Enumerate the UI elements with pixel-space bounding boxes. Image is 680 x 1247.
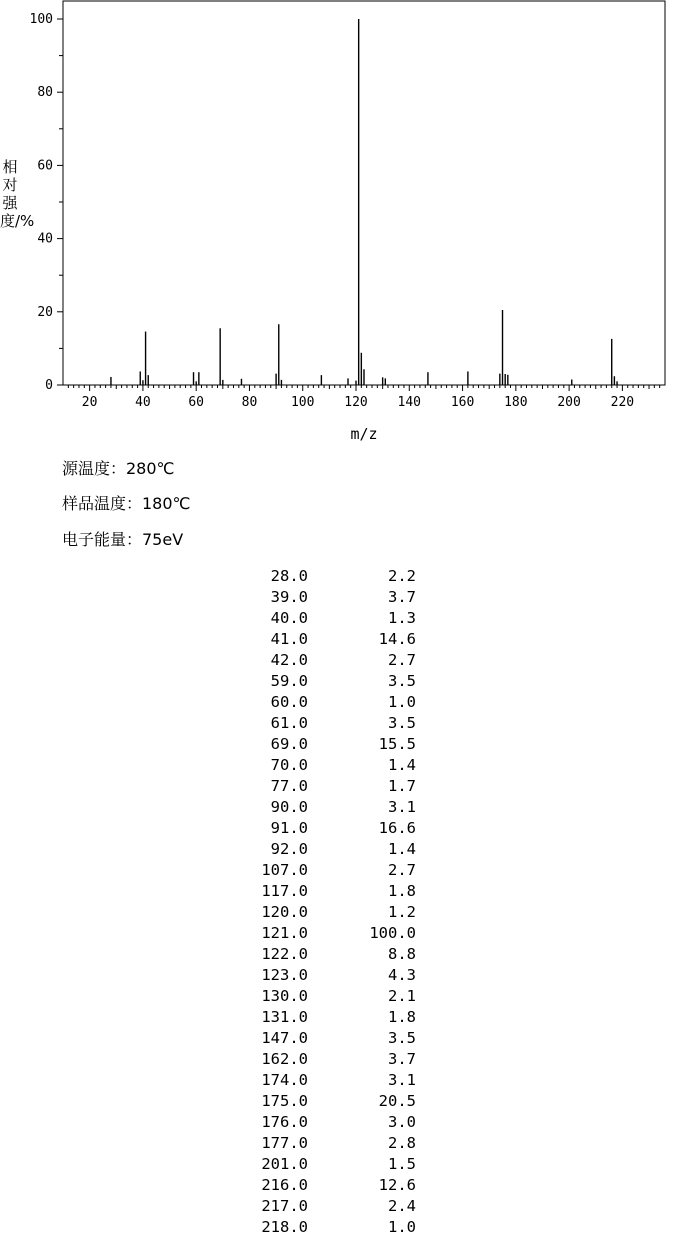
table-row	[240, 713, 416, 734]
intensity-cell: 2.7	[388, 651, 416, 669]
x-axis	[68, 385, 659, 410]
table-row	[240, 797, 416, 818]
mz-cell: 130.0	[261, 987, 308, 1005]
mz-cell: 70.0	[270, 756, 308, 774]
mz-cell: 90.0	[270, 798, 308, 816]
intensity-cell: 8.8	[388, 945, 416, 963]
intensity-cell: 3.5	[388, 1029, 416, 1047]
mz-cell: 60.0	[270, 693, 308, 711]
table-row	[240, 881, 416, 902]
table-row	[240, 1133, 416, 1154]
y-axis	[30, 12, 63, 393]
table-row	[240, 923, 416, 944]
intensity-cell: 3.1	[388, 1071, 416, 1089]
x-tick-label: 120	[344, 395, 368, 410]
y-tick-label: 0	[45, 378, 53, 393]
table-row	[240, 566, 416, 587]
intensity-cell: 1.4	[388, 840, 416, 858]
intensity-cell: 3.5	[388, 672, 416, 690]
y-tick-label: 60	[37, 158, 53, 174]
mz-cell: 176.0	[261, 1113, 308, 1131]
x-tick-label: 220	[610, 395, 635, 410]
intensity-cell: 1.5	[388, 1155, 416, 1173]
x-axis-label: m/z	[350, 425, 378, 443]
intensity-cell: 1.4	[388, 756, 416, 774]
mz-cell: 107.0	[261, 861, 308, 879]
intensity-cell: 20.5	[378, 1092, 416, 1110]
table-row	[240, 692, 416, 713]
table-row	[240, 1154, 416, 1175]
table-row	[240, 1112, 416, 1133]
x-tick-label: 60	[188, 395, 205, 410]
x-tick-label: 180	[504, 395, 528, 410]
intensity-cell: 16.6	[378, 819, 416, 837]
mz-cell: 69.0	[270, 735, 308, 753]
table-row	[240, 629, 416, 650]
mz-cell: 41.0	[270, 630, 308, 648]
table-row	[240, 1091, 416, 1112]
mz-cell: 42.0	[270, 651, 308, 669]
intensity-cell: 2.8	[388, 1134, 416, 1152]
table-row	[240, 650, 416, 671]
intensity-cell: 1.7	[388, 777, 416, 795]
mz-cell: 177.0	[261, 1134, 308, 1152]
mz-cell: 77.0	[270, 777, 308, 795]
mz-cell: 40.0	[270, 609, 308, 627]
plot-frame	[63, 1, 665, 385]
mz-cell: 92.0	[270, 840, 308, 858]
table-row	[240, 860, 416, 881]
mz-cell: 162.0	[261, 1050, 308, 1068]
x-tick-label: 20	[81, 395, 98, 410]
intensity-cell: 3.7	[388, 1050, 416, 1068]
x-tick-label: 200	[557, 395, 581, 410]
intensity-cell: 14.6	[378, 630, 416, 648]
table-row	[240, 1217, 416, 1238]
mass-spectrum-chart	[0, 0, 680, 450]
intensity-cell: 3.7	[388, 588, 416, 606]
table-row	[240, 1070, 416, 1091]
intensity-cell: 2.7	[388, 861, 416, 879]
table-row	[240, 608, 416, 629]
mz-cell: 122.0	[261, 945, 308, 963]
mz-cell: 61.0	[270, 714, 308, 732]
mz-cell: 217.0	[261, 1197, 308, 1215]
mz-cell: 121.0	[261, 924, 308, 942]
intensity-cell: 12.6	[378, 1176, 416, 1194]
intensity-cell: 100.0	[369, 924, 416, 942]
x-tick-label: 80	[241, 395, 258, 410]
mz-cell: 123.0	[261, 966, 308, 984]
mz-cell: 39.0	[270, 588, 308, 606]
intensity-cell: 1.8	[388, 882, 416, 900]
intensity-cell: 2.4	[388, 1197, 416, 1215]
x-tick-label: 40	[135, 395, 151, 410]
table-row	[240, 1028, 416, 1049]
y-axis-label: 相对强度/%	[0, 158, 35, 230]
source-temperature: 源温度：280℃	[62, 459, 175, 478]
table-row	[240, 1049, 416, 1070]
table-row	[240, 1007, 416, 1028]
table-row	[240, 944, 416, 965]
intensity-cell: 1.2	[388, 903, 416, 921]
mz-cell: 218.0	[261, 1218, 308, 1236]
x-tick-label: 160	[450, 395, 475, 410]
table-row	[240, 755, 416, 776]
peak-list-table	[240, 566, 416, 1238]
table-row	[240, 965, 416, 986]
y-tick-label: 40	[37, 231, 53, 247]
peak-bars	[111, 19, 617, 385]
mz-cell: 174.0	[261, 1071, 308, 1089]
intensity-cell: 4.3	[388, 966, 416, 984]
intensity-cell: 3.5	[388, 714, 416, 732]
mz-cell: 28.0	[270, 567, 308, 585]
intensity-cell: 2.1	[388, 987, 416, 1005]
x-tick-label: 100	[290, 395, 315, 410]
intensity-cell: 3.1	[388, 798, 416, 816]
mz-cell: 117.0	[261, 882, 308, 900]
mz-cell: 147.0	[261, 1029, 308, 1047]
mz-cell: 91.0	[270, 819, 308, 837]
x-tick-label: 140	[397, 395, 422, 410]
table-row	[240, 986, 416, 1007]
y-tick-label: 80	[37, 85, 53, 101]
intensity-cell: 1.3	[388, 609, 416, 627]
table-row	[240, 902, 416, 923]
y-tick-label: 100	[29, 12, 53, 27]
intensity-cell: 1.8	[388, 1008, 416, 1026]
table-row	[240, 776, 416, 797]
mz-cell: 120.0	[261, 903, 308, 921]
intensity-cell: 15.5	[378, 735, 416, 753]
y-tick-label: 20	[37, 304, 53, 320]
intensity-cell: 1.0	[388, 1218, 416, 1236]
mz-cell: 216.0	[261, 1176, 308, 1194]
table-row	[240, 1175, 416, 1196]
intensity-cell: 3.0	[388, 1113, 416, 1131]
intensity-cell: 2.2	[388, 567, 416, 585]
mz-cell: 175.0	[261, 1092, 308, 1110]
table-row	[240, 818, 416, 839]
table-row	[240, 671, 416, 692]
table-row	[240, 1196, 416, 1217]
mz-cell: 59.0	[270, 672, 308, 690]
table-row	[240, 734, 416, 755]
sample-temperature: 样品温度：180℃	[62, 494, 191, 513]
electron-energy: 电子能量：75eV	[62, 530, 184, 549]
mz-cell: 131.0	[261, 1008, 308, 1026]
table-row	[240, 839, 416, 860]
intensity-cell: 1.0	[388, 693, 416, 711]
table-row	[240, 587, 416, 608]
mz-cell: 201.0	[261, 1155, 308, 1173]
